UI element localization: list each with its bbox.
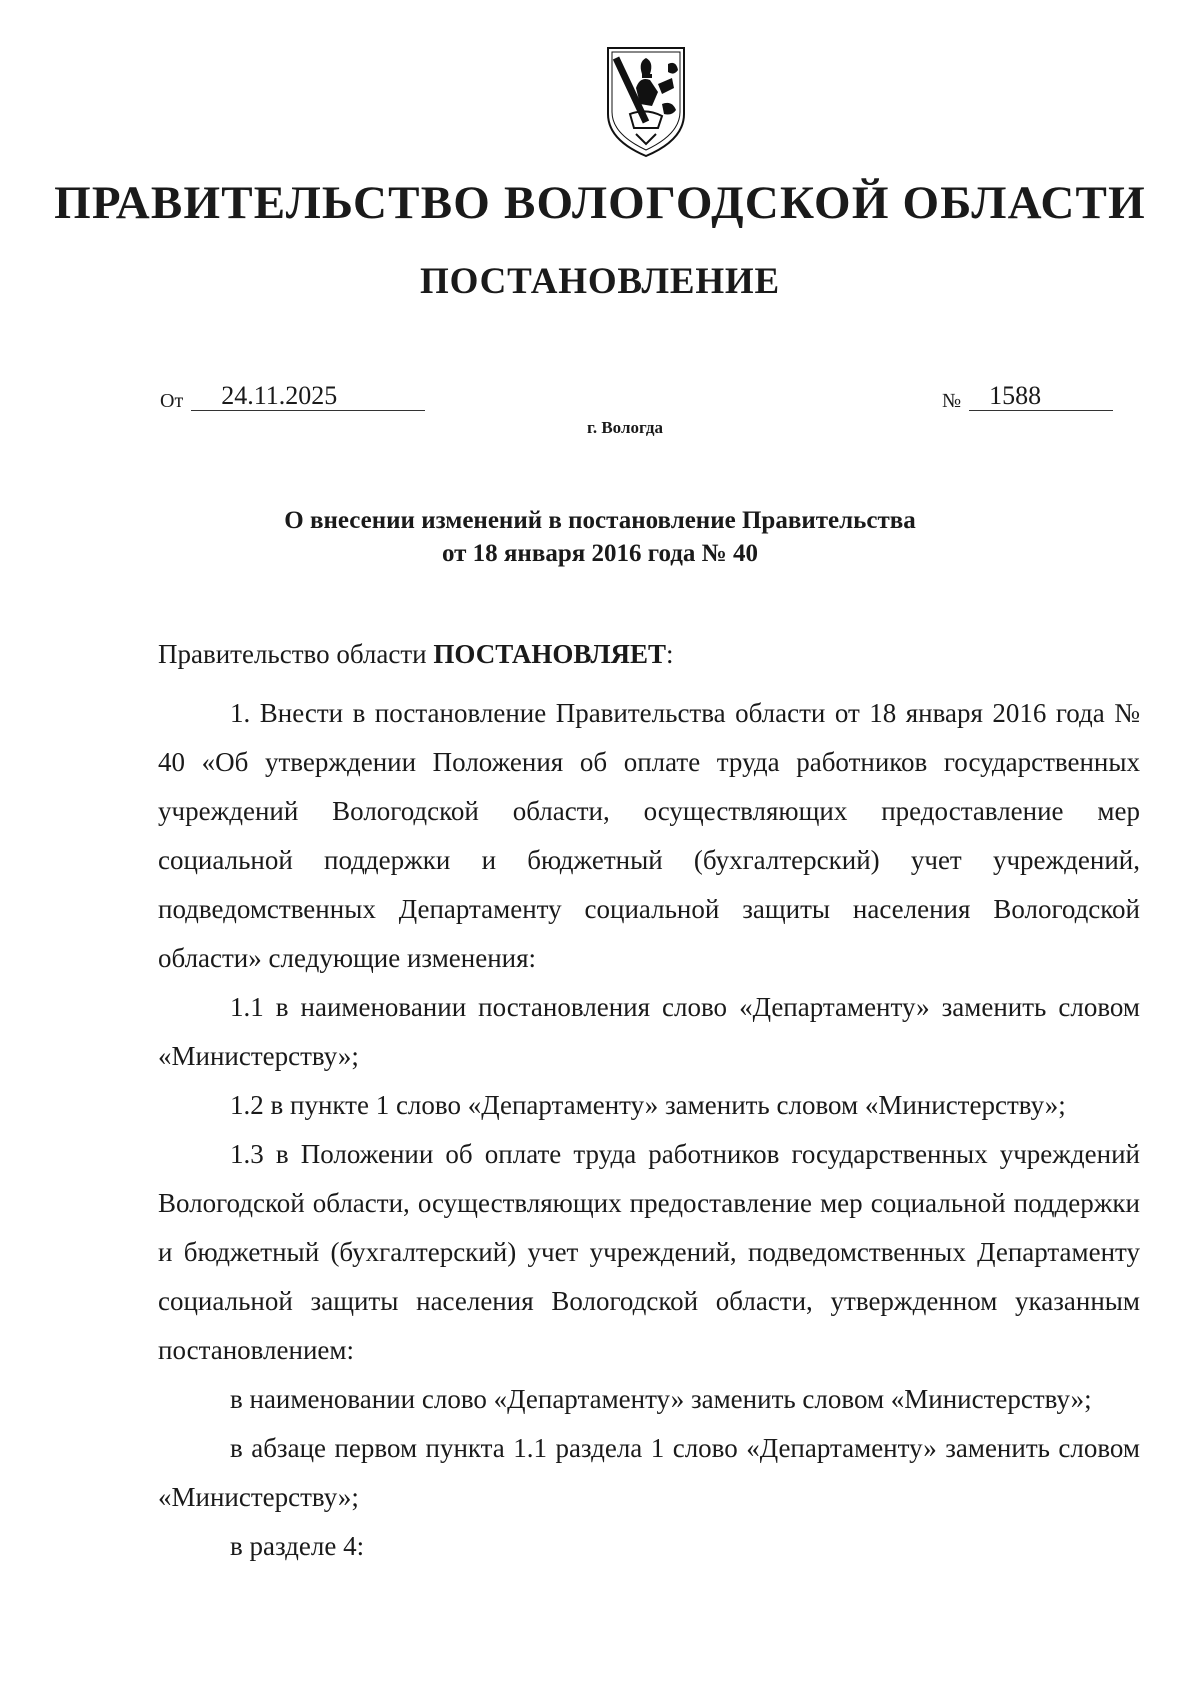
document-type-title: ПОСТАНОВЛЕНИЕ [419,261,780,302]
document-date-field [160,383,425,411]
document-number-field [942,383,1113,411]
preamble-prefix: Правительство области [158,639,434,669]
government-title: ПРАВИТЕЛЬСТВО ВОЛОГОДСКОЙ ОБЛАСТИ [54,177,1146,229]
paragraph-1-3: 1.3 в Положении об оплате труда работников государственных учреждений Вологодской области, осуществляющих предоставление мер социальной поддержки и бюджетный (бухгалтерский) учет учреждений, подведомственных Департаменту социальной защиты населения Вологодской области, утвержденном указанным постановлением: [158,1139,1140,1365]
number-label: № [942,390,962,412]
paragraph-1: 1. Внести в постановление Правительства области от 18 января 2016 года № 40 «Об утверждении Положения об оплате труда работников государственных учреждений Вологодской области, осуществляющих предоставление мер социальной поддержки и бюджетный (бухгалтерский) учет учреждений, подведомственных Департаменту социальной защиты населения Вологодской области» следующие изменения: [158,698,1140,973]
preamble-suffix: : [665,639,674,669]
city-label: г. Вологда [587,418,663,437]
document-subject [0,504,1200,570]
subject-line-2: от 18 января 2016 года № 40 [441,540,759,567]
preamble-verb: ПОСТАНОВЛЯЕТ [433,639,666,669]
paragraph-title-change: в наименовании слово «Департаменту» заменить словом «Министерству»; [230,1384,1092,1414]
number-value: 1588 [969,383,1113,411]
paragraph-1-2: 1.2 в пункте 1 слово «Департаменту» заменить словом «Министерству»; [230,1090,1066,1120]
paragraph-1-1: 1.1 в наименовании постановления слово «Департаменту» заменить словом «Министерству»; [158,992,1140,1071]
preamble [158,630,1140,679]
coat-of-arms-icon [602,44,690,160]
date-label: От [160,390,184,412]
paragraph-section-4: в разделе 4: [230,1531,365,1561]
date-value: 24.11.2025 [191,383,425,411]
document-body [158,630,1140,1571]
paragraph-section-1-change: в абзаце первом пункта 1.1 раздела 1 слово «Департаменту» заменить словом «Министерству»; [158,1433,1140,1512]
subject-line-1: О внесении изменений в постановление Правительства [284,507,916,534]
